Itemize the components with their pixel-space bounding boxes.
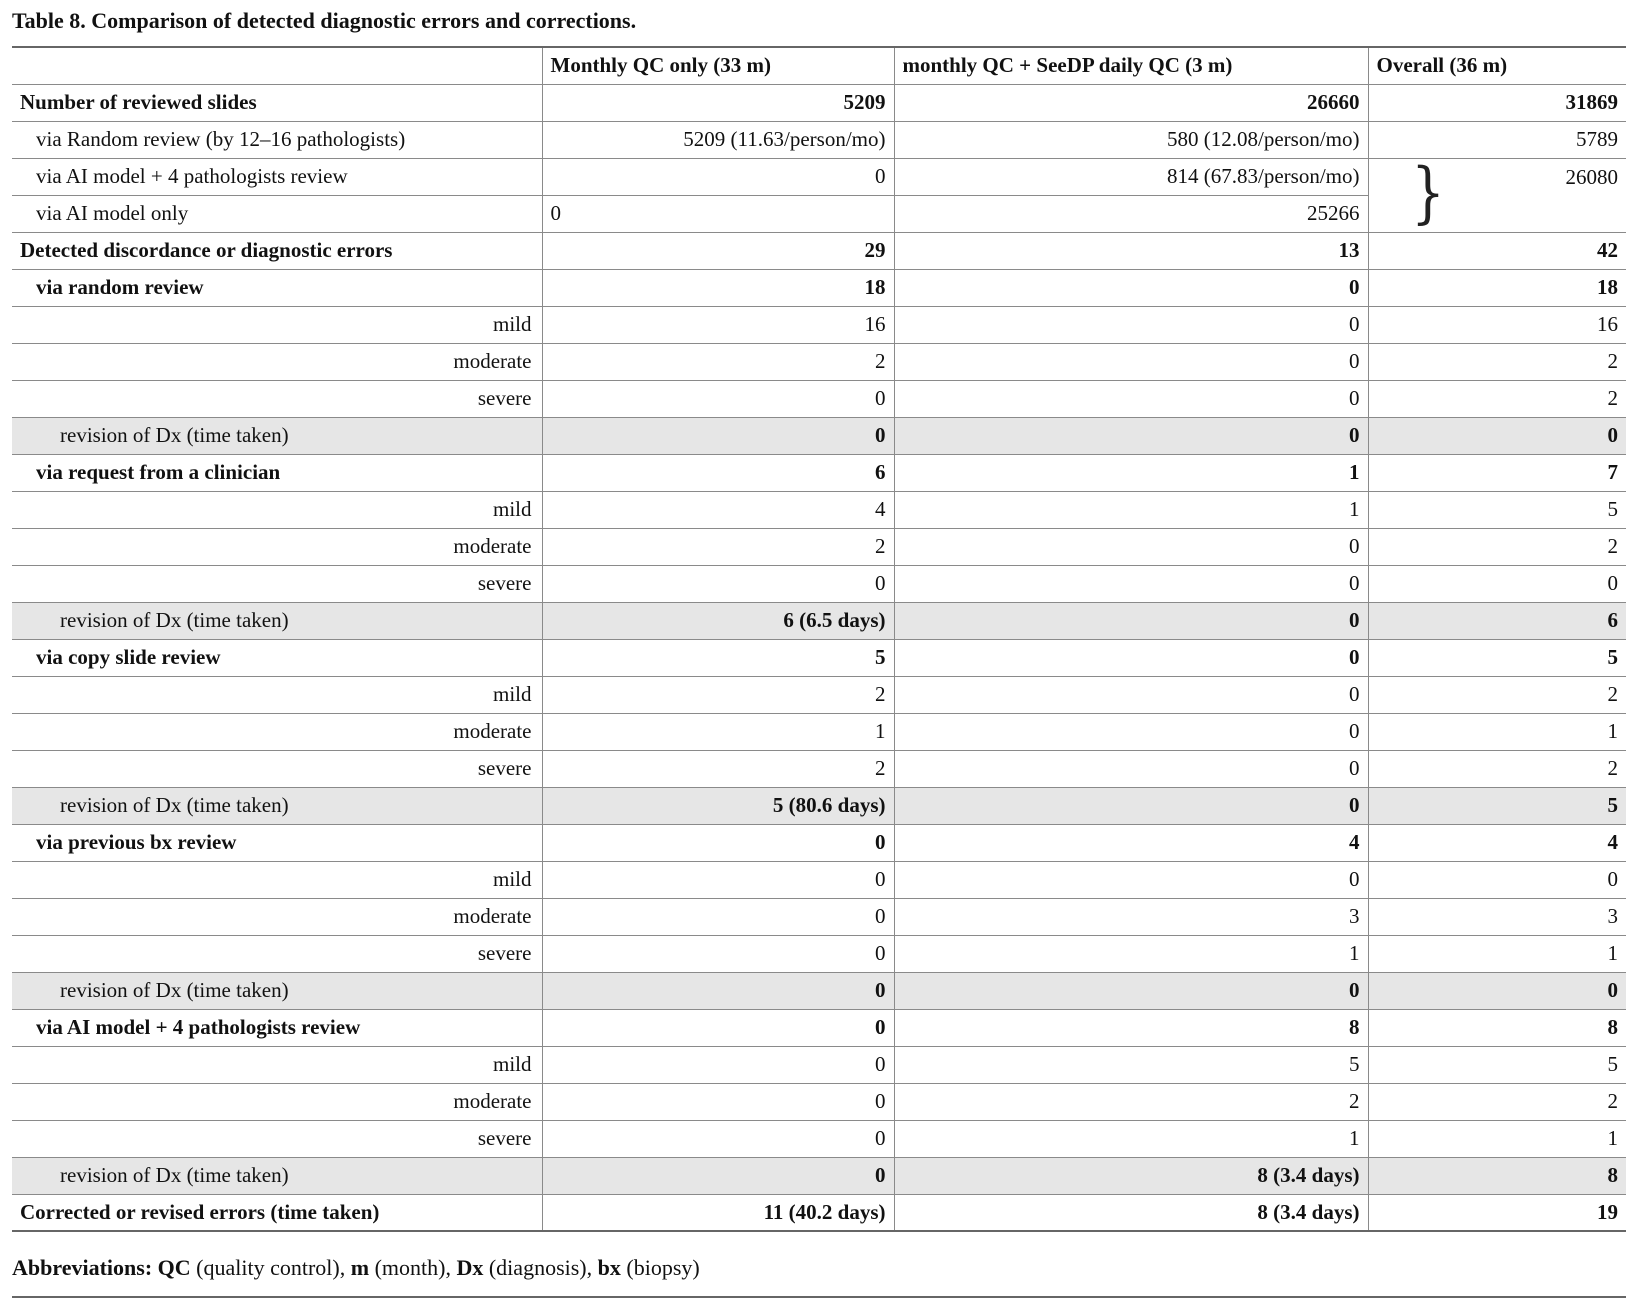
severity-row-mild bbox=[12, 861, 1626, 898]
cell-value: 3 bbox=[894, 898, 1368, 935]
cell-value: 18 bbox=[1368, 269, 1626, 306]
severity-label: mild bbox=[12, 1046, 542, 1083]
cell-value: 7 bbox=[1368, 454, 1626, 491]
cell-value: 0 bbox=[894, 306, 1368, 343]
group-row bbox=[12, 824, 1626, 861]
cell-value: 26080 bbox=[1565, 164, 1618, 189]
group-row bbox=[12, 639, 1626, 676]
header-cell-empty bbox=[12, 47, 542, 84]
cell-value: 11 (40.2 days) bbox=[542, 1194, 894, 1231]
cell-value: 1 bbox=[894, 935, 1368, 972]
group-label: via AI model + 4 pathologists review bbox=[12, 1009, 542, 1046]
severity-label: mild bbox=[12, 861, 542, 898]
cell-value: 5789 bbox=[1368, 121, 1626, 158]
severity-label: moderate bbox=[12, 343, 542, 380]
severity-row-mild bbox=[12, 491, 1626, 528]
severity-row-severe bbox=[12, 935, 1626, 972]
cell-value: 1 bbox=[1368, 713, 1626, 750]
abbr-term: m bbox=[350, 1255, 370, 1280]
severity-row-moderate bbox=[12, 713, 1626, 750]
cell-value: 0 bbox=[894, 861, 1368, 898]
cell-value: 0 bbox=[1368, 861, 1626, 898]
cell-value: 18 bbox=[542, 269, 894, 306]
severity-label: mild bbox=[12, 491, 542, 528]
cell-value: 8 bbox=[1368, 1157, 1626, 1194]
cell-value: 0 bbox=[542, 861, 894, 898]
comparison-table bbox=[12, 46, 1626, 1232]
cell-value: 0 bbox=[894, 639, 1368, 676]
cell-value: 0 bbox=[1368, 565, 1626, 602]
cell-value: 4 bbox=[542, 491, 894, 528]
severity-label: mild bbox=[12, 306, 542, 343]
cell-value: 580 (12.08/person/mo) bbox=[894, 121, 1368, 158]
cell-value: 1 bbox=[894, 491, 1368, 528]
random-review-row bbox=[12, 121, 1626, 158]
cell-value: 0 bbox=[542, 417, 894, 454]
cell-value: 0 bbox=[894, 713, 1368, 750]
ai-pathologists-row bbox=[12, 158, 1626, 195]
revision-row bbox=[12, 1157, 1626, 1194]
severity-label: moderate bbox=[12, 1083, 542, 1120]
cell-value: 26660 bbox=[894, 84, 1368, 121]
severity-label: moderate bbox=[12, 713, 542, 750]
cell-value: 1 bbox=[1368, 935, 1626, 972]
header-seedp-qc: monthly QC + SeeDP daily QC (3 m) bbox=[894, 47, 1368, 84]
cell-value: 13 bbox=[894, 232, 1368, 269]
cell-value: 0 bbox=[542, 824, 894, 861]
cell-value: 29 bbox=[542, 232, 894, 269]
revision-label: revision of Dx (time taken) bbox=[12, 1157, 542, 1194]
abbr-definition: (quality control), bbox=[190, 1255, 351, 1280]
cell-value: 814 (67.83/person/mo) bbox=[894, 158, 1368, 195]
cell-value: 0 bbox=[542, 158, 894, 195]
cell-value: 8 (3.4 days) bbox=[894, 1157, 1368, 1194]
cell-value: 0 bbox=[542, 1083, 894, 1120]
group-row bbox=[12, 454, 1626, 491]
abbr-definition: (diagnosis), bbox=[483, 1255, 598, 1280]
cell-value: 1 bbox=[542, 713, 894, 750]
severity-label: severe bbox=[12, 1120, 542, 1157]
reviewed-slides-row bbox=[12, 84, 1626, 121]
severity-row-severe bbox=[12, 1120, 1626, 1157]
severity-label: severe bbox=[12, 565, 542, 602]
cell-value: 2 bbox=[542, 528, 894, 565]
row-label: via AI model only bbox=[12, 195, 542, 232]
cell-value: 6 (6.5 days) bbox=[542, 602, 894, 639]
header-overall: Overall (36 m) bbox=[1368, 47, 1626, 84]
cell-value: 0 bbox=[894, 602, 1368, 639]
row-label: via Random review (by 12–16 pathologists) bbox=[12, 121, 542, 158]
cell-value: 0 bbox=[542, 380, 894, 417]
severity-row-mild bbox=[12, 1046, 1626, 1083]
severity-row-severe bbox=[12, 565, 1626, 602]
cell-value: 2 bbox=[542, 343, 894, 380]
revision-label: revision of Dx (time taken) bbox=[12, 417, 542, 454]
cell-value: 8 bbox=[894, 1009, 1368, 1046]
abbr-definition: (month), bbox=[369, 1255, 457, 1280]
cell-value: 5 bbox=[1368, 1046, 1626, 1083]
row-label: via AI model + 4 pathologists review bbox=[12, 158, 542, 195]
cell-value: 2 bbox=[542, 750, 894, 787]
group-label: via copy slide review bbox=[12, 639, 542, 676]
cell-value: 5 bbox=[1368, 491, 1626, 528]
severity-row-severe bbox=[12, 380, 1626, 417]
cell-value: 3 bbox=[1368, 898, 1626, 935]
revision-label: revision of Dx (time taken) bbox=[12, 602, 542, 639]
cell-value: 0 bbox=[894, 676, 1368, 713]
curly-brace-icon: } bbox=[1410, 153, 1445, 231]
ai-combined-overall-cell bbox=[1368, 153, 1626, 232]
severity-row-moderate bbox=[12, 343, 1626, 380]
revision-label: revision of Dx (time taken) bbox=[12, 787, 542, 824]
cell-value: 5 bbox=[542, 639, 894, 676]
severity-row-mild bbox=[12, 306, 1626, 343]
cell-value: 0 bbox=[542, 898, 894, 935]
cell-value: 2 bbox=[1368, 343, 1626, 380]
cell-value: 31869 bbox=[1368, 84, 1626, 121]
severity-label: moderate bbox=[12, 898, 542, 935]
cell-value: 1 bbox=[894, 1120, 1368, 1157]
cell-value: 5 bbox=[1368, 639, 1626, 676]
group-row bbox=[12, 1009, 1626, 1046]
cell-value: 4 bbox=[894, 824, 1368, 861]
detected-errors-row bbox=[12, 232, 1626, 269]
cell-value: 25266 bbox=[894, 195, 1368, 232]
revision-row bbox=[12, 972, 1626, 1009]
header-monthly-qc: Monthly QC only (33 m) bbox=[542, 47, 894, 84]
cell-value: 0 bbox=[542, 195, 894, 232]
cell-value: 2 bbox=[894, 1083, 1368, 1120]
header-row bbox=[12, 47, 1626, 84]
revision-row bbox=[12, 602, 1626, 639]
abbr-definition: (biopsy) bbox=[620, 1255, 700, 1280]
cell-value: 4 bbox=[1368, 824, 1626, 861]
cell-value: 0 bbox=[894, 380, 1368, 417]
cell-value: 0 bbox=[542, 1046, 894, 1083]
cell-value: 5 bbox=[894, 1046, 1368, 1083]
cell-value: 6 bbox=[542, 454, 894, 491]
cell-value: 0 bbox=[1368, 417, 1626, 454]
cell-value: 6 bbox=[1368, 602, 1626, 639]
severity-row-moderate bbox=[12, 528, 1626, 565]
cell-value: 0 bbox=[542, 1157, 894, 1194]
cell-value: 2 bbox=[1368, 750, 1626, 787]
cell-value: 2 bbox=[1368, 380, 1626, 417]
cell-value: 1 bbox=[894, 454, 1368, 491]
cell-value: 0 bbox=[894, 269, 1368, 306]
row-label: Detected discordance or diagnostic errors bbox=[12, 232, 542, 269]
group-row bbox=[12, 269, 1626, 306]
group-label: via request from a clinician bbox=[12, 454, 542, 491]
revision-row bbox=[12, 417, 1626, 454]
severity-label: severe bbox=[12, 935, 542, 972]
cell-value: 0 bbox=[1368, 972, 1626, 1009]
severity-label: severe bbox=[12, 750, 542, 787]
cell-value: 5 (80.6 days) bbox=[542, 787, 894, 824]
severity-row-mild bbox=[12, 676, 1626, 713]
severity-row-moderate bbox=[12, 1083, 1626, 1120]
row-label: Corrected or revised errors (time taken) bbox=[12, 1194, 542, 1231]
cell-value: 0 bbox=[542, 565, 894, 602]
cell-value: 0 bbox=[894, 565, 1368, 602]
abbr-term: Dx bbox=[456, 1255, 484, 1280]
cell-value: 42 bbox=[1368, 232, 1626, 269]
cell-value: 2 bbox=[1368, 1083, 1626, 1120]
cell-value: 2 bbox=[542, 676, 894, 713]
cell-value: 2 bbox=[1368, 528, 1626, 565]
group-label: via random review bbox=[12, 269, 542, 306]
cell-value: 0 bbox=[894, 528, 1368, 565]
severity-label: moderate bbox=[12, 528, 542, 565]
bottom-rule bbox=[12, 1296, 1626, 1298]
row-label: Number of reviewed slides bbox=[12, 84, 542, 121]
revision-row bbox=[12, 787, 1626, 824]
cell-value: 1 bbox=[1368, 1120, 1626, 1157]
cell-value: 0 bbox=[542, 972, 894, 1009]
abbr-term: bx bbox=[597, 1255, 621, 1280]
cell-value: 0 bbox=[894, 750, 1368, 787]
cell-value: 5 bbox=[1368, 787, 1626, 824]
corrected-errors-row bbox=[12, 1194, 1626, 1231]
cell-value: 0 bbox=[894, 972, 1368, 1009]
abbr-term: QC bbox=[157, 1255, 191, 1280]
cell-value: 2 bbox=[1368, 676, 1626, 713]
cell-value: 0 bbox=[894, 343, 1368, 380]
cell-value: 16 bbox=[542, 306, 894, 343]
cell-value: 8 (3.4 days) bbox=[894, 1194, 1368, 1231]
abbreviations-footnote bbox=[12, 1255, 700, 1281]
cell-value: 19 bbox=[1368, 1194, 1626, 1231]
cell-value: 0 bbox=[542, 1009, 894, 1046]
footnote-prefix: Abbreviations: bbox=[12, 1255, 158, 1280]
cell-value: 0 bbox=[894, 417, 1368, 454]
cell-value: 0 bbox=[542, 935, 894, 972]
cell-value: 16 bbox=[1368, 306, 1626, 343]
cell-value: 5209 (11.63/person/mo) bbox=[542, 121, 894, 158]
cell-value: 5209 bbox=[542, 84, 894, 121]
cell-value: 0 bbox=[542, 1120, 894, 1157]
cell-value: 8 bbox=[1368, 1009, 1626, 1046]
severity-label: mild bbox=[12, 676, 542, 713]
table-caption: Table 8. Comparison of detected diagnostic errors and corrections. bbox=[12, 8, 637, 33]
severity-row-moderate bbox=[12, 898, 1626, 935]
revision-label: revision of Dx (time taken) bbox=[12, 972, 542, 1009]
cell-value: 0 bbox=[894, 787, 1368, 824]
severity-row-severe bbox=[12, 750, 1626, 787]
group-label: via previous bx review bbox=[12, 824, 542, 861]
severity-label: severe bbox=[12, 380, 542, 417]
